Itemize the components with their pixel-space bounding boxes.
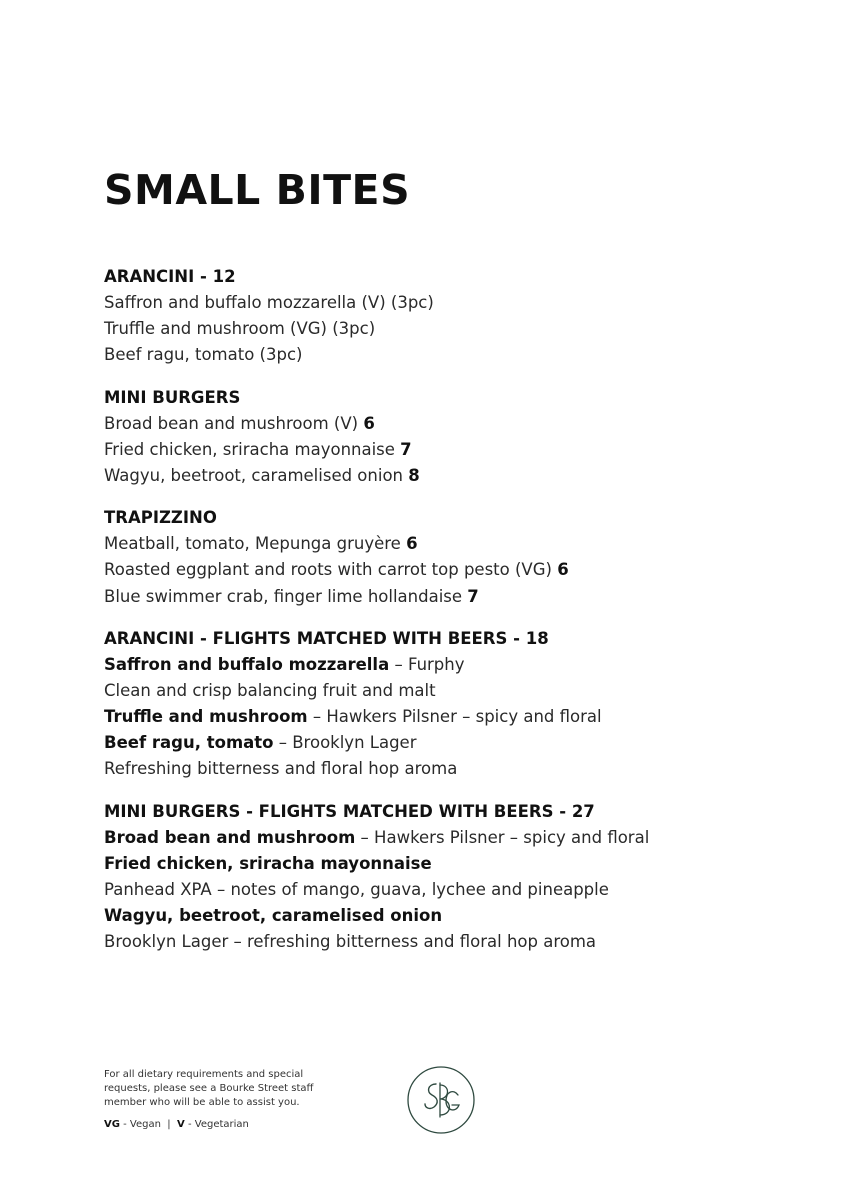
menu-item	[104, 678, 824, 704]
menu-item-text: Wagyu, beetroot, caramelised onion	[104, 465, 409, 485]
section-heading: TRAPIZZINO	[104, 508, 217, 528]
menu-item	[104, 756, 824, 782]
dietary-legend	[104, 1118, 249, 1132]
menu-item-text: Refreshing bitterness and floral hop aroma	[104, 759, 458, 779]
menu-item-text: – Hawkers Pilsner – spicy and floral	[355, 827, 650, 847]
menu-item-name: Truffle and mushroom	[104, 707, 308, 727]
menu-item-text: Clean and crisp balancing fruit and malt	[104, 680, 436, 700]
menu-item	[104, 851, 824, 877]
menu-item	[104, 929, 824, 955]
dietary-note	[104, 1068, 364, 1110]
legend-separator: |	[160, 1119, 178, 1130]
menu-item-name: Fried chicken, sriracha mayonnaise	[104, 853, 432, 873]
menu-item-text: Meatball, tomato, Mepunga gruyère	[104, 534, 407, 554]
menu-item-text: Truffle and mushroom (VG) (3pc)	[104, 319, 376, 339]
menu-item	[104, 825, 824, 851]
menu-item	[104, 730, 824, 756]
bsg-monogram-logo-icon	[406, 1065, 476, 1135]
menu-item-text: Blue swimmer crab, finger lime hollandaise	[104, 586, 468, 606]
menu-item-text: – Furphy	[389, 654, 465, 674]
menu-section	[104, 385, 824, 490]
menu-item-text: Roasted eggplant and roots with carrot top pesto (VG)	[104, 560, 558, 580]
menu-item-name: Beef ragu, tomato	[104, 733, 274, 753]
menu-item-text: Beef ragu, tomato (3pc)	[104, 345, 303, 365]
section-heading: MINI BURGERS - FLIGHTS MATCHED WITH BEERS - 27	[104, 801, 595, 821]
menu-item	[104, 290, 824, 316]
menu-item	[104, 704, 824, 730]
menu-item-text: – Hawkers Pilsner – spicy and floral	[307, 707, 602, 727]
menu-item	[104, 877, 824, 903]
section-heading: ARANCINI - 12	[104, 267, 236, 286]
menu-item	[104, 463, 824, 489]
menu-item-price: 6	[363, 413, 375, 433]
page-title: SMALL BITES	[104, 166, 411, 214]
menu-item	[104, 342, 824, 368]
menu-item-price: 7	[400, 439, 412, 459]
menu-item-name: Broad bean and mushroom	[104, 827, 356, 847]
menu-item-price: 8	[408, 465, 420, 485]
menu-item-price: 7	[467, 586, 479, 606]
dietary-note-line: requests, please see a Bourke Street staff	[104, 1083, 314, 1094]
menu-item-text: Fried chicken, sriracha mayonnaise	[104, 439, 401, 459]
menu-item-text: Brooklyn Lager – refreshing bitterness and floral hop aroma	[104, 932, 597, 952]
legend-v-code: V	[177, 1119, 185, 1130]
menu-item	[104, 652, 824, 678]
menu-item-name: Wagyu, beetroot, caramelised onion	[104, 906, 443, 926]
menu-item	[104, 437, 824, 463]
menu-sections	[104, 264, 824, 972]
menu-item-text: Saffron and buffalo mozzarella (V) (3pc)	[104, 293, 434, 312]
dietary-note-line: For all dietary requirements and special	[104, 1069, 304, 1080]
menu-item	[104, 584, 824, 610]
legend-v-label: - Vegetarian	[184, 1119, 249, 1130]
section-heading: ARANCINI - FLIGHTS MATCHED WITH BEERS - 18	[104, 628, 549, 648]
menu-item-text: Broad bean and mushroom (V)	[104, 413, 364, 433]
menu-item	[104, 411, 824, 437]
menu-item-name: Saffron and buffalo mozzarella	[104, 654, 390, 674]
legend-vg-label: - Vegan	[119, 1119, 161, 1130]
menu-item-price: 6	[557, 560, 569, 580]
legend-vg-code: VG	[104, 1119, 120, 1130]
menu-section	[104, 505, 824, 610]
menu-item-text: – Brooklyn Lager	[273, 733, 417, 753]
menu-item	[104, 531, 824, 557]
menu-section	[104, 264, 824, 369]
section-heading: MINI BURGERS	[104, 387, 241, 407]
menu-section	[104, 799, 824, 956]
menu-section	[104, 626, 824, 783]
menu-item	[104, 903, 824, 929]
menu-item-text: Panhead XPA – notes of mango, guava, lychee and pineapple	[104, 880, 609, 899]
menu-item	[104, 557, 824, 583]
dietary-note-line: member who will be able to assist you.	[104, 1097, 300, 1108]
menu-item	[104, 316, 824, 342]
menu-item-price: 6	[406, 534, 418, 554]
